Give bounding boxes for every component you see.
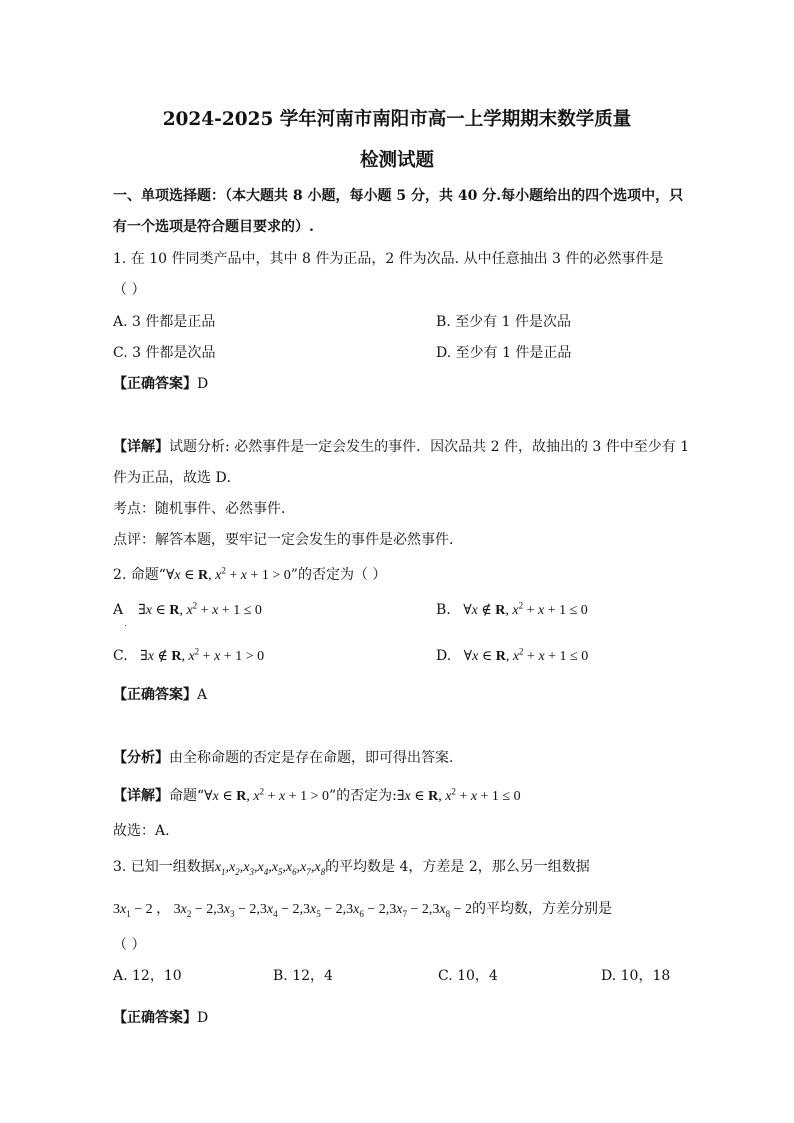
- section-heading-line2: 有一个选项是符合题目要求的）.: [113, 219, 314, 235]
- q1-answer-value: D: [197, 376, 209, 392]
- q2-option-a: $A_.$ ∃x ∈ R, $x^2 + x + 1 \le 0$: [113, 600, 262, 628]
- q3-transformed-data-formula: $3x_1 - 2$ ， $3x_2 - 2,3x_3 - 2,3x_4 - 2,3x_5 - 2,3x_6 - 2,3x_7 - 2,3x_8 - 2$: [113, 902, 472, 919]
- q1-option-c: C. 3 件都是次品: [113, 345, 216, 361]
- q3-option-c: C. 10，4: [438, 968, 498, 984]
- q2-analysis: [113, 747, 453, 767]
- q1-stem-line1: 1. 在 10 件同类产品中，其中 8 件为正品，2 件为次品. 从中任意抽出 3 件的必然事件是: [113, 251, 664, 267]
- q2-detail: [113, 785, 521, 805]
- q2-detail-prefix: 命题“: [169, 788, 205, 804]
- q3-stem-line1: [113, 856, 590, 876]
- q1-answer-label: 【正确答案】: [113, 376, 197, 392]
- q2-analysis-label: 【分析】: [113, 750, 169, 766]
- document-title-line2: 检测试题: [359, 150, 434, 171]
- q2-stem-suffix: ”的否定为（ ）: [290, 567, 387, 583]
- q2-option-c: C. ∃x ∉ R, $x^2 + x + 1 > 0$: [113, 646, 265, 664]
- q2-detail-negation: ∃x ∈ R, $x^2 + x + 1 \le 0$: [396, 786, 521, 804]
- q2-conclusion: 故选：A.: [113, 823, 170, 839]
- q2-answer-value: A: [197, 687, 208, 703]
- q2-proposition-formula: ∀x ∈ R, $x^2 + x + 1 > 0$: [165, 565, 291, 583]
- q3-data-set-formula: $x_1,x_2,x_3,x_4,x_5,x_6,x_7,x_8$: [214, 860, 326, 877]
- q3-stem-suffix: 的平均数是 4，方差是 2，那么另一组数据: [325, 859, 590, 875]
- q2-detail-mid: ”的否定为:: [328, 788, 397, 804]
- q2-analysis-text: 由全称命题的否定是存在命题，即可得出答案.: [169, 750, 454, 766]
- q3-option-b: B. 12，4: [273, 968, 333, 984]
- q1-option-a: A. 3 件都是正品: [113, 314, 216, 330]
- q1-option-b: B. 至少有 1 件是次品: [436, 314, 571, 330]
- section-heading-line1: 一、单项选择题：（本大题共 8 小题，每小题 5 分，共 40 分.每小题给出的四个选项中，只: [113, 188, 684, 204]
- q3-stem-line3: （ ）: [113, 937, 146, 953]
- q2-stem-prefix: 2. 命题“: [113, 567, 166, 583]
- document-title-line1: 2024-2025 学年河南市南阳市高一上学期期末数学质量: [162, 109, 632, 130]
- q1-option-d: D. 至少有 1 件是正品: [436, 345, 572, 361]
- q1-stem-line2: （ ）: [113, 282, 146, 298]
- q3-answer: [113, 1007, 208, 1027]
- q1-detail-label: 【详解】: [113, 439, 169, 455]
- q3-answer-label: 【正确答案】: [113, 1010, 197, 1026]
- q2-answer-label: 【正确答案】: [113, 687, 197, 703]
- q1-detail-line1: [113, 436, 689, 456]
- q2-option-d: D. ∀x ∈ R, $x^2 + x + 1 \le 0$: [436, 646, 589, 664]
- q2-stem: [113, 564, 386, 584]
- q1-detail-text1: 试题分析: 必然事件是一定会发生的事件．因次品共 2 件，故抽出的 3 件中至少有 1: [169, 439, 690, 455]
- q3-option-a: A. 12，10: [113, 968, 182, 984]
- q1-answer: [113, 373, 208, 393]
- q2-option-b: B. ∀x ∉ R, $x^2 + x + 1 \le 0$: [436, 600, 588, 618]
- q3-answer-value: D: [197, 1010, 209, 1026]
- q3-stem-line2-suffix: 的平均数，方差分别是: [472, 901, 612, 917]
- q2-answer: [113, 684, 207, 704]
- q1-dianping: 点评：解答本题，要牢记一定会发生的事件是必然事件．: [113, 532, 463, 548]
- q3-stem-prefix: 3. 已知一组数据: [113, 859, 215, 875]
- q1-kaodian: 考点：随机事件、必然事件．: [113, 501, 295, 517]
- q3-stem-line2: [113, 898, 612, 918]
- q3-option-d: D. 10，18: [601, 968, 671, 984]
- q2-detail-label: 【详解】: [113, 788, 169, 804]
- q2-detail-formula: ∀x ∈ R, $x^2 + x + 1 > 0$: [204, 786, 329, 804]
- q1-detail-line2: 件为正品，故选 D．: [113, 470, 241, 486]
